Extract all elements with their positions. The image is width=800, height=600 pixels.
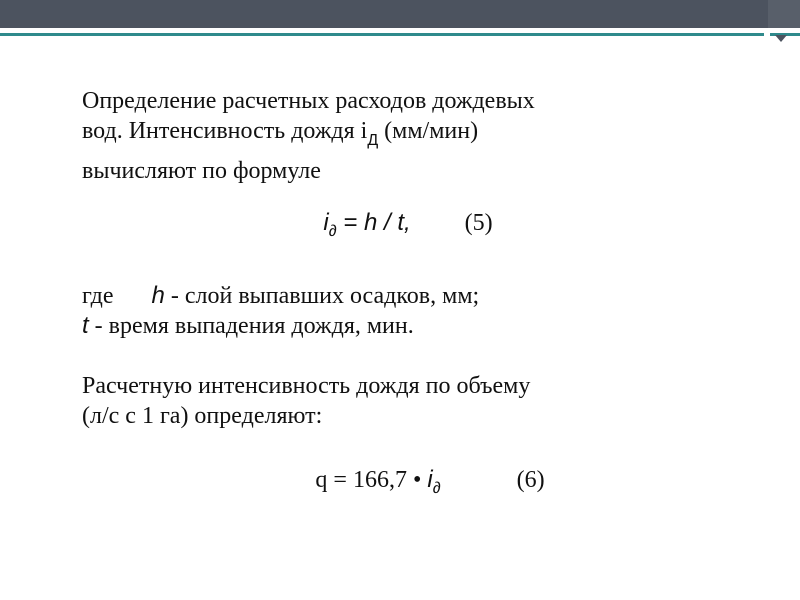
design-line-1: Расчетную интенсивность дождя по объему (82, 373, 531, 399)
intro-line-2-end: (мм/мин) (378, 118, 479, 144)
spacer (82, 186, 742, 208)
formula-6-number: (6) (516, 467, 545, 493)
t-definition: - время выпадения дождя, мин. (88, 313, 414, 339)
slide-content (82, 86, 742, 504)
where-label: где (82, 283, 114, 309)
spacer (82, 247, 742, 281)
formula-6-lhs: q = 166,7 • (315, 467, 428, 493)
intro-line-3: вычисляют по формуле (82, 158, 321, 184)
formula-5-subscript: ∂ (328, 223, 337, 240)
t-symbol: t (82, 312, 89, 339)
intro-line-2-subscript: Д (367, 132, 379, 149)
formula-5-rhs: = h / t, (336, 209, 411, 236)
formula-6 (82, 465, 742, 504)
formula-5-number: (5) (464, 210, 493, 236)
definitions-paragraph (82, 281, 742, 341)
spacer (82, 341, 742, 371)
formula-6-variable: i (427, 466, 433, 493)
intro-paragraph (82, 86, 742, 186)
accent-line (0, 33, 764, 36)
h-symbol: h (151, 282, 165, 309)
corner-block (768, 0, 800, 28)
formula-5-variable: i (323, 209, 329, 236)
top-band (0, 0, 800, 28)
triangle-marker-icon (775, 35, 787, 42)
design-paragraph (82, 371, 742, 431)
formula-5 (82, 208, 742, 247)
h-definition: - слой выпавших осадков, мм; (164, 283, 480, 309)
intro-line-1: Определение расчетных расходов дождевых (82, 88, 535, 114)
design-line-2: (л/с с 1 га) определяют: (82, 403, 323, 429)
formula-6-subscript: ∂ (432, 480, 441, 497)
spacer (82, 431, 742, 465)
intro-line-2-start: вод. Интенсивность дождя i (82, 118, 368, 144)
